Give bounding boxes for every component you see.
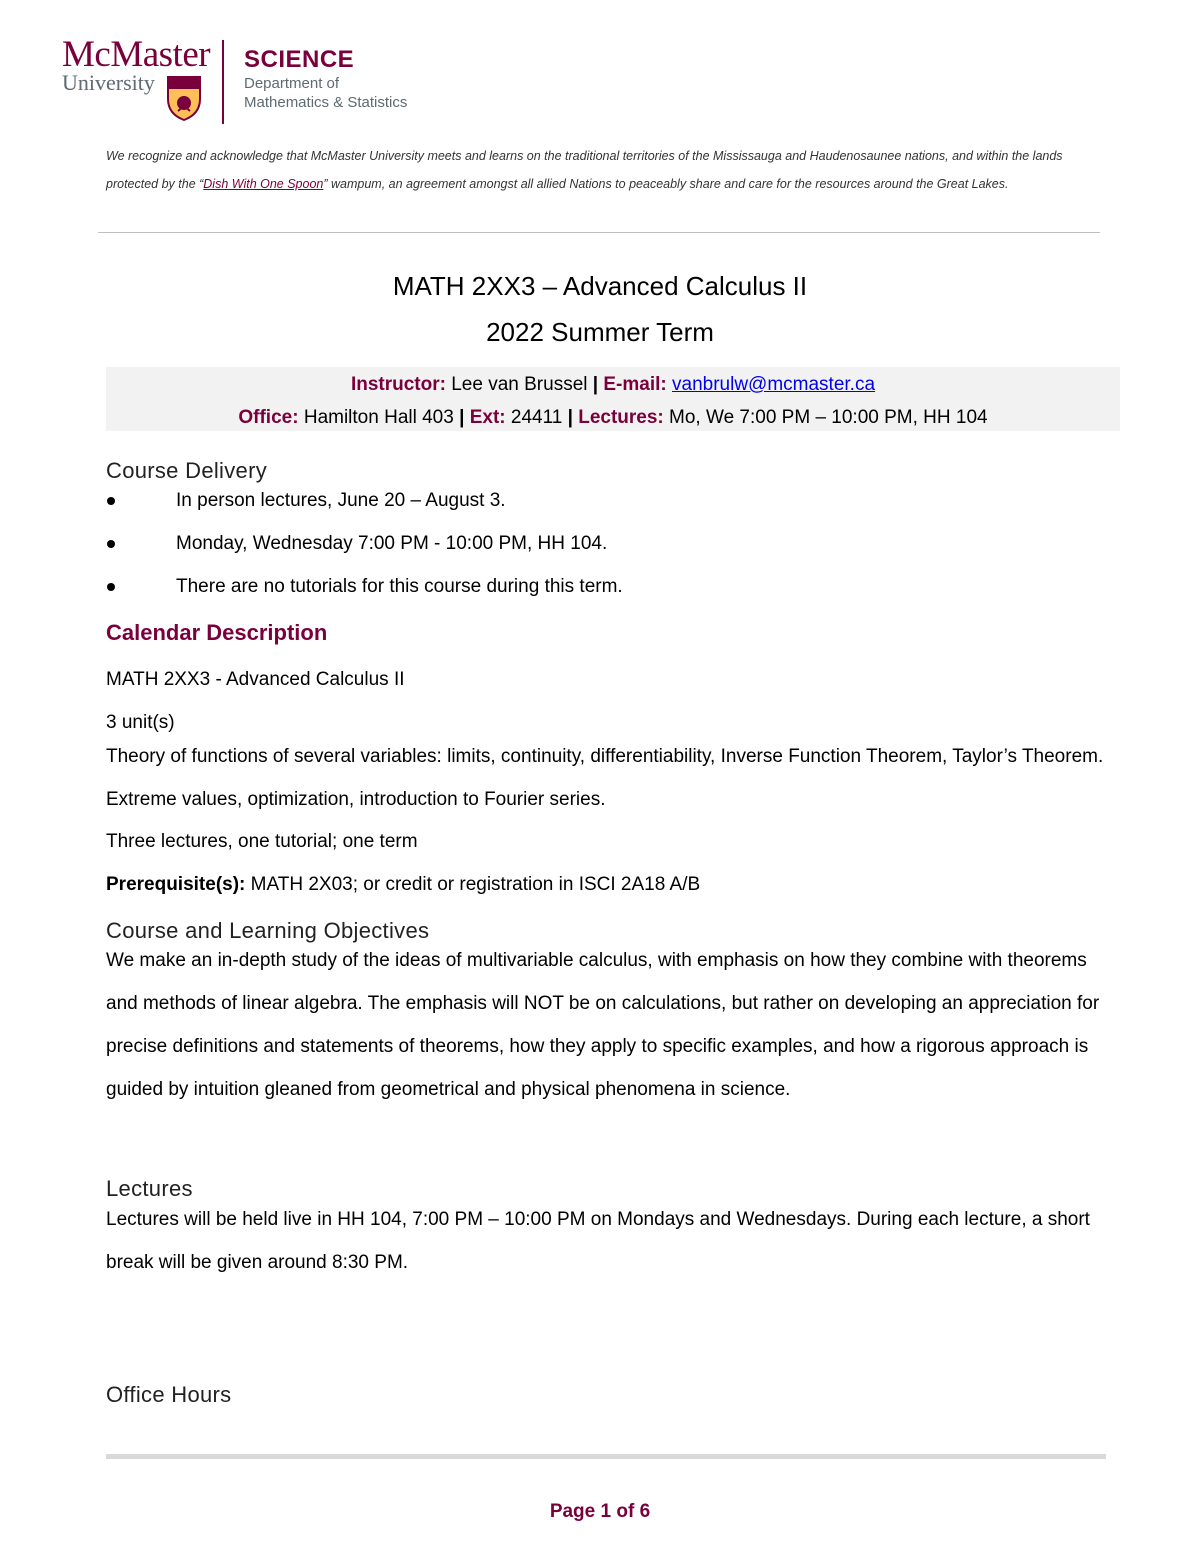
crest-icon bbox=[166, 75, 202, 121]
office-label: Office: bbox=[238, 407, 299, 428]
term-title: 2022 Summer Term bbox=[486, 317, 714, 347]
bullet-icon bbox=[107, 497, 115, 505]
ext-label: Ext: bbox=[469, 407, 506, 428]
prerequisite-label: Prerequisite(s): bbox=[106, 874, 246, 895]
page-total: 6 bbox=[639, 1501, 651, 1522]
calendar-units: 3 unit(s) bbox=[106, 712, 175, 733]
calendar-format: Three lectures, one tutorial; one term bbox=[106, 831, 418, 852]
page-of: of bbox=[616, 1501, 635, 1522]
instructor-name: Lee van Brussel bbox=[451, 374, 588, 395]
calendar-description-heading: Calendar Description bbox=[106, 620, 328, 645]
university-logo-name: McMaster bbox=[62, 34, 211, 75]
faculty-name: SCIENCE bbox=[244, 46, 355, 73]
divider bbox=[98, 232, 1100, 233]
objectives-heading: Course and Learning Objectives bbox=[106, 918, 430, 943]
instructor-line bbox=[106, 373, 1120, 397]
calendar-description-text: Theory of functions of several variables: limits, continuity, differentiability, Inverse Function Theorem, Taylor’s Theorem. Extreme values, optimization, introduction to Fourier series. bbox=[106, 746, 1104, 810]
list-item: There are no tutorials for this course during this term. bbox=[176, 576, 623, 597]
page-label: Page bbox=[549, 1501, 596, 1522]
bullet-icon bbox=[107, 583, 115, 591]
separator: | bbox=[459, 407, 465, 428]
logo-divider bbox=[222, 40, 224, 124]
lectures-label: Lectures: bbox=[578, 407, 664, 428]
bullet-icon bbox=[107, 540, 115, 548]
email-label: E-mail: bbox=[603, 374, 667, 395]
page-current: 1 bbox=[600, 1501, 612, 1522]
lectures-value: Mo, We 7:00 PM – 10:00 PM, HH 104 bbox=[669, 407, 988, 428]
page-number bbox=[0, 1500, 1200, 1524]
separator: | bbox=[592, 374, 599, 395]
objectives-text: We make an in-depth study of the ideas of multivariable calculus, with emphasis on how they combine with theorems and methods of linear algebra. The emphasis will NOT be on calculations, but rather on developing an appreciation for precise definitions and statements of theorems, how they apply to specific examples, and how a rigorous approach is guided by intuition gleaned from geometrical and physical phenomena in science. bbox=[106, 950, 1100, 1100]
list-item: In person lectures, June 20 – August 3. bbox=[176, 490, 506, 511]
ext-value: 24411 bbox=[510, 407, 563, 428]
office-value: Hamilton Hall 403 bbox=[303, 407, 454, 428]
university-logo-subtitle: University bbox=[62, 70, 155, 95]
office-hours-heading: Office Hours bbox=[106, 1382, 232, 1407]
separator: | bbox=[567, 407, 573, 428]
course-delivery-heading: Course Delivery bbox=[106, 458, 267, 483]
email-link[interactable]: vanbrulw@mcmaster.ca bbox=[672, 374, 876, 395]
land-acknowledgement bbox=[106, 142, 1106, 198]
footer-divider bbox=[106, 1454, 1106, 1459]
land-ack-text-before: We recognize and acknowledge that McMaster University meets and learns on the traditional territories of the Mississauga and Haudenosaunee nations, and within the lands protected by the “ bbox=[106, 149, 1063, 191]
course-title: MATH 2XX3 – Advanced Calculus II bbox=[392, 271, 808, 301]
list-item: Monday, Wednesday 7:00 PM - 10:00 PM, HH 104. bbox=[176, 533, 608, 554]
lectures-heading: Lectures bbox=[106, 1176, 193, 1201]
instructor-label: Instructor: bbox=[350, 374, 446, 395]
land-ack-text-after: ” wampum, an agreement amongst all allied Nations to peaceably share and care for the resources around the Great Lakes. bbox=[323, 177, 1009, 191]
office-line bbox=[106, 406, 1120, 430]
department-line-2: Mathematics & Statistics bbox=[244, 94, 408, 111]
prerequisite-value: MATH 2X03; or credit or registration in ISCI 2A18 A/B bbox=[245, 874, 701, 895]
department-line-1: Department of bbox=[244, 75, 340, 92]
lectures-text: Lectures will be held live in HH 104, 7:00 PM – 10:00 PM on Mondays and Wednesdays. During each lecture, a short break will be given around 8:30 PM. bbox=[106, 1209, 1090, 1273]
prerequisites bbox=[106, 873, 700, 897]
calendar-course-name: MATH 2XX3 - Advanced Calculus II bbox=[106, 669, 405, 690]
dish-with-one-spoon-link[interactable]: Dish With One Spoon bbox=[203, 177, 324, 191]
